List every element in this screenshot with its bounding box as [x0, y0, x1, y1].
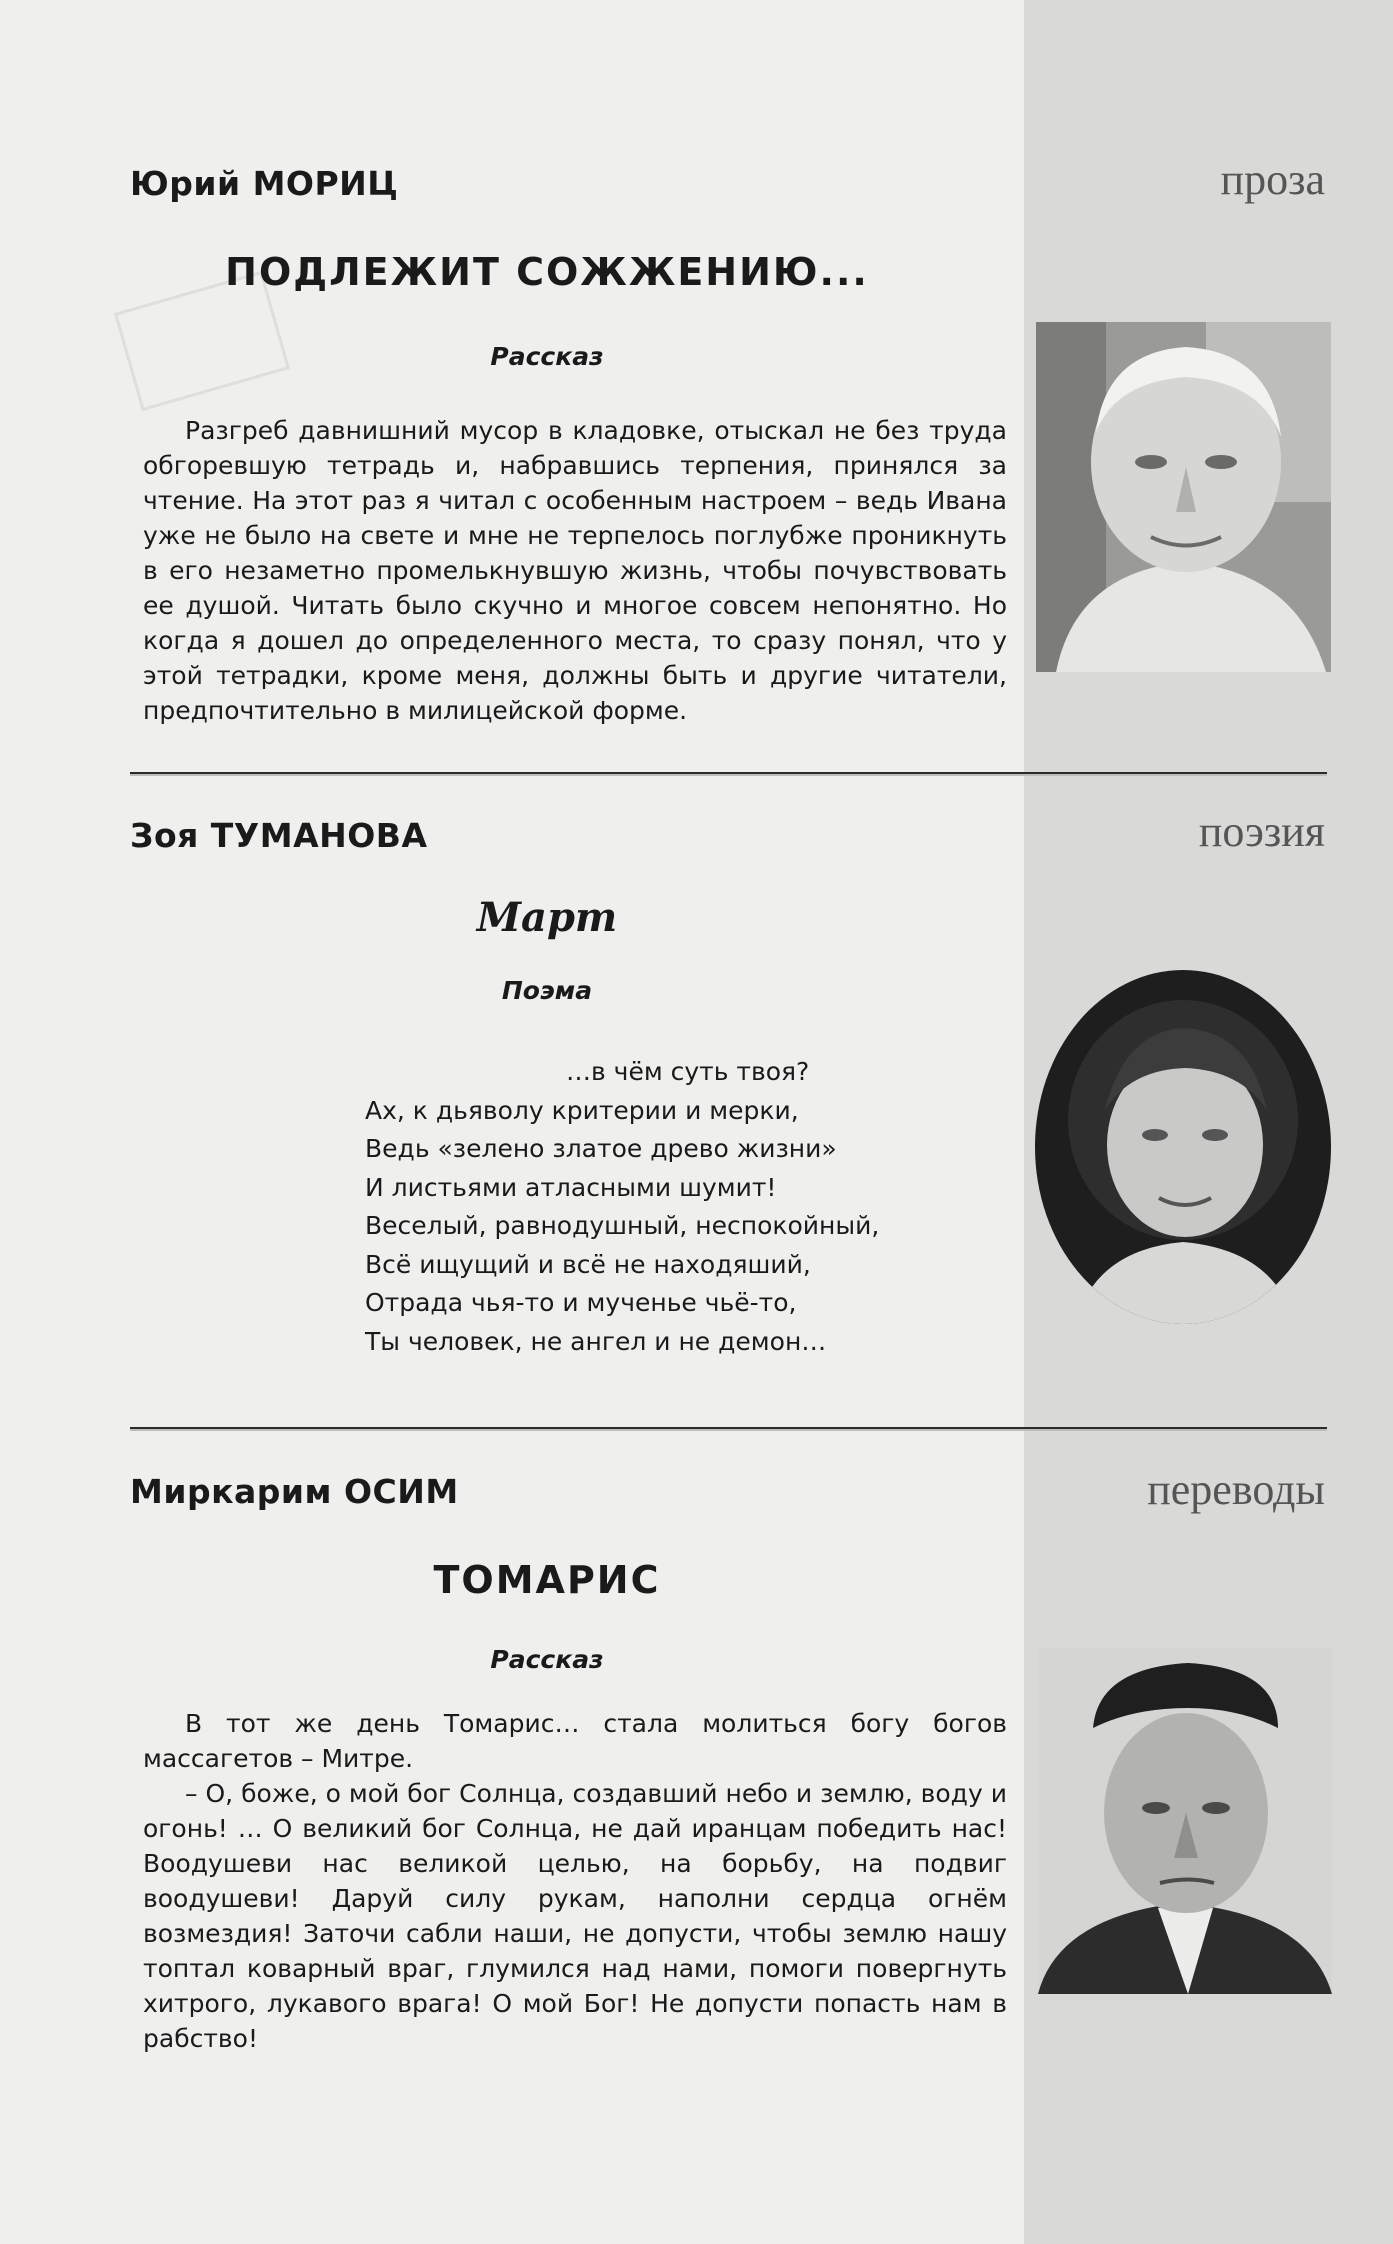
author-photo-osim — [1038, 1648, 1332, 1994]
story-excerpt — [143, 1706, 1007, 2056]
author-name: Юрий МОРИЦ — [130, 164, 399, 203]
excerpt-paragraph: – О, боже, о мой бог Солнца, создавший небо и землю, воду и огонь! … О великий бог Солнца, не дай иранцам победить нас! Воодушеви нас великой целью, на борьбу, на подвиг воодушеви! Даруй силу рукам, наполни сердца огнём возмездия! Заточи сабли наши, не допусти, чтобы землю нашу топтал коварный враг, глумился над нами, помоги повергнуть хитрого, лукавого врага! О мой Бог! Не допусти попасть нам в рабство! — [143, 1779, 1007, 2053]
poem-line: И листьями атласными шумит! — [365, 1172, 777, 1202]
excerpt-paragraph: В тот же день Томарис… стала молиться богу богов массагетов – Митре. — [143, 1709, 1007, 1773]
excerpt-paragraph: Разгреб давнишний мусор в кладовке, отыскал не без труда обгоревшую тетрадь и, набравшись терпения, принялся за чтение. На этот раз я читал с особенным настроем – ведь Ивана уже не было на свете и мне не терпелось поглубже проникнуть в его незаметно промелькнувшую жизнь, чтобы почувствовать ее душой. Читать было скучно и многое совсем непонятно. Но когда я дошел до определенного места, то сразу понял, что у этой тетрадки, кроме меня, должны быть и другие читатели, предпочтительно в милицейской форме. — [143, 416, 1007, 725]
poem-line: Веселый, равнодушный, неспокойный, — [365, 1211, 880, 1240]
genre-label: Рассказ — [490, 1645, 604, 1674]
genre-label: Рассказ — [490, 342, 604, 371]
poem-line: Ах, к дьяволу критерии и мерки, — [365, 1095, 799, 1125]
poem-title: Март — [476, 894, 618, 941]
poem-line: Ведь «зелено златое древо жизни» — [365, 1134, 837, 1163]
rubric-label: переводы — [1147, 1465, 1325, 1514]
story-title: ТОМАРИС — [433, 1558, 661, 1602]
author-name: Миркарим ОСИМ — [130, 1472, 459, 1511]
poem-line: Ты человек, не ангел и не демон… — [365, 1326, 827, 1356]
section-divider — [130, 772, 1327, 776]
story-title: ПОДЛЕЖИТ СОЖЖЕНИЮ... — [225, 250, 869, 294]
poem-excerpt — [365, 1053, 879, 1361]
story-excerpt — [143, 413, 1007, 728]
poem-line: Всё ищущий и всё не находяший, — [365, 1249, 811, 1279]
poem-line: Отрада чья-то и мученье чьё-то, — [365, 1288, 797, 1317]
author-photo-tumanova — [1035, 970, 1331, 1324]
author-name: Зоя ТУМАНОВА — [130, 816, 428, 855]
poem-line: …в чём суть твоя? — [566, 1057, 810, 1086]
rubric-label: проза — [1220, 155, 1325, 204]
genre-label: Поэма — [501, 976, 593, 1005]
section-divider — [130, 1427, 1327, 1431]
author-photo-moritz — [1036, 322, 1331, 672]
rubric-label: поэзия — [1198, 807, 1325, 856]
